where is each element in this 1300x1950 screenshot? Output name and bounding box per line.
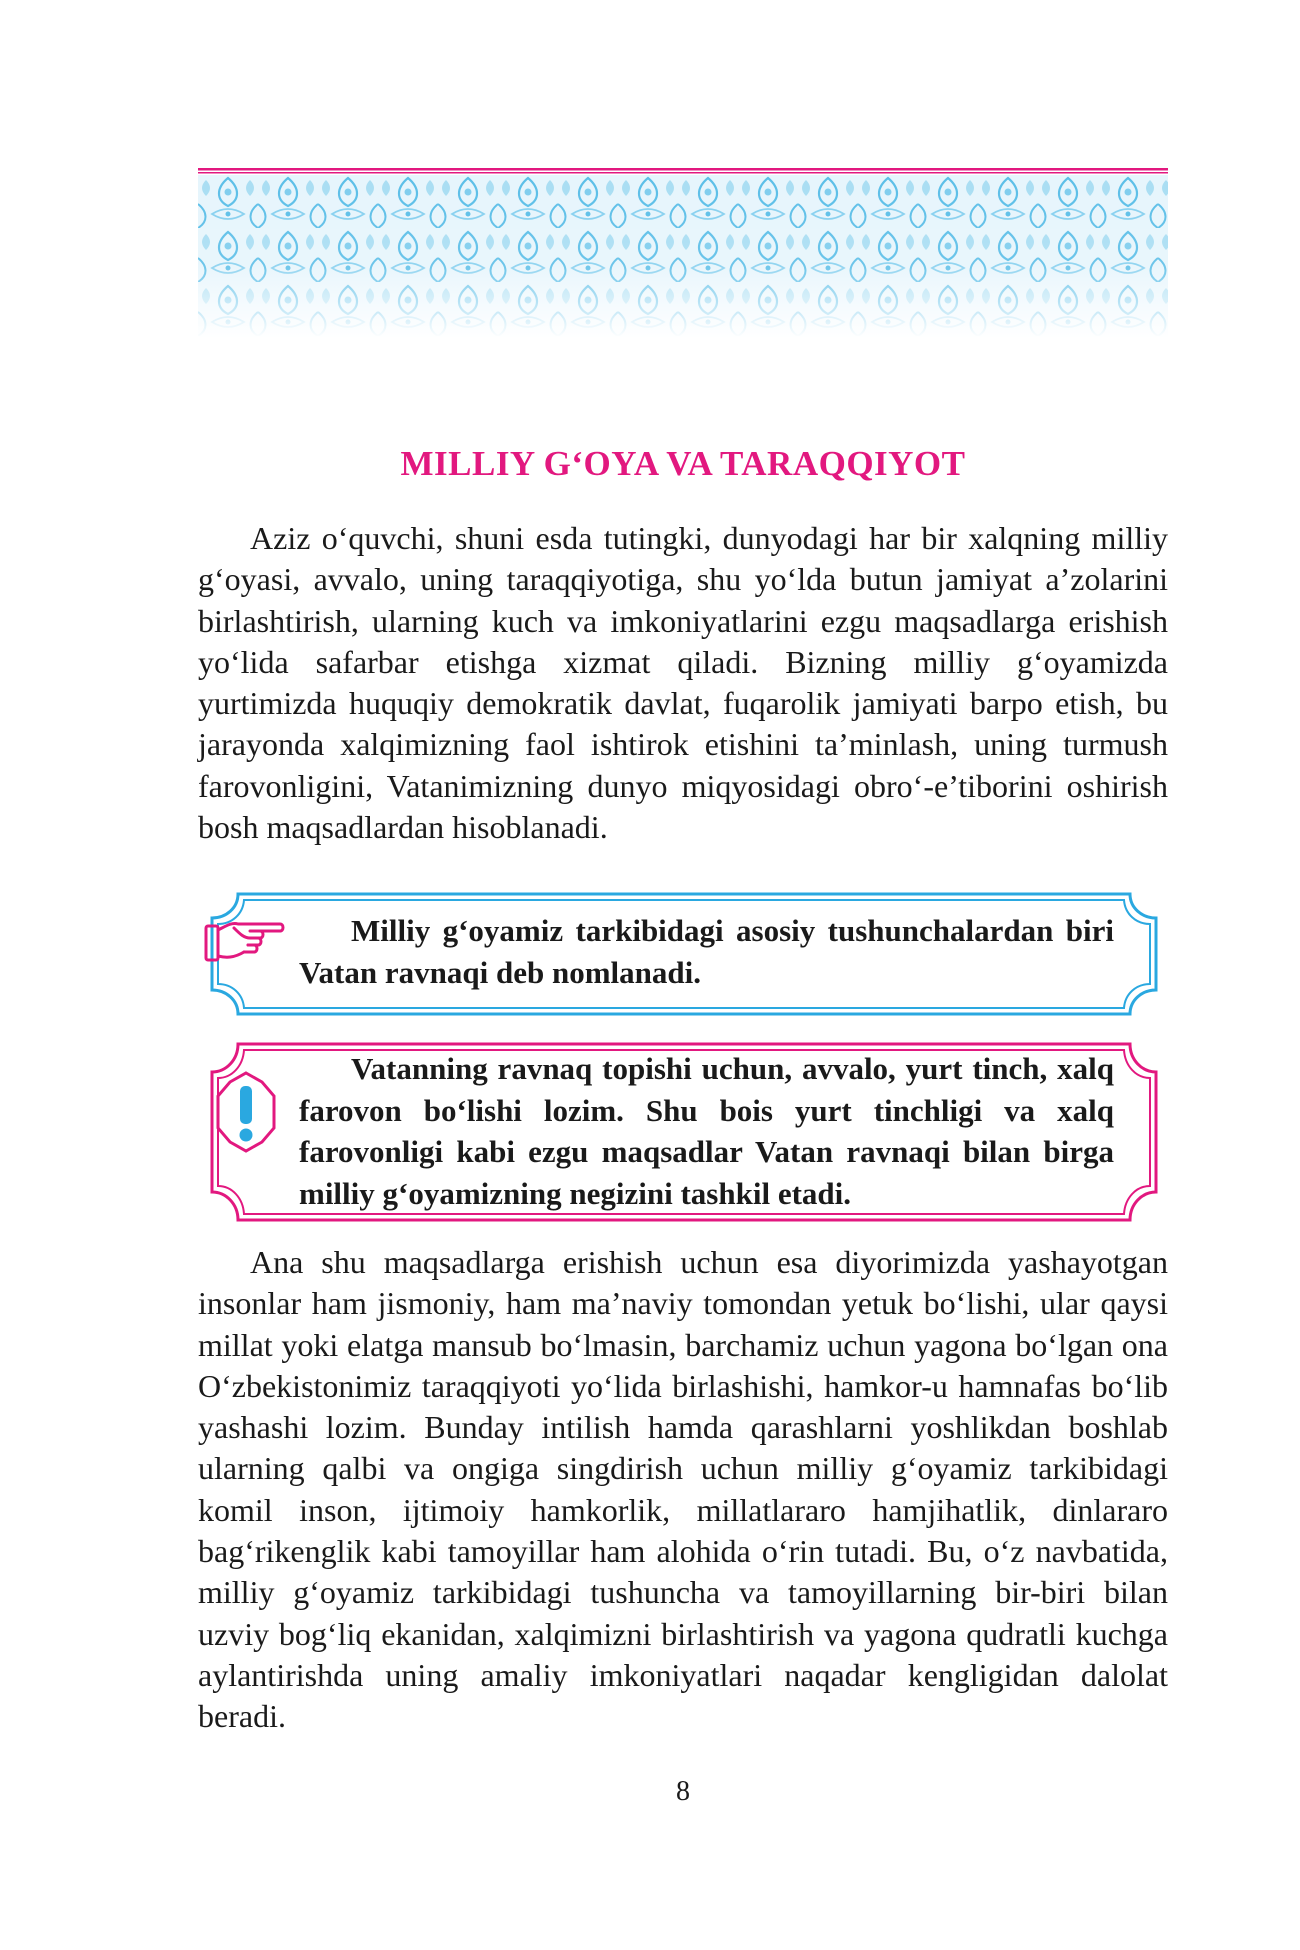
header-ornament-band — [198, 168, 1168, 338]
page-number: 8 — [676, 1776, 690, 1807]
note-text: Milliy g‘oyamiz tarkibidagi asosiy tushunchalardan biri Vatan ravnaqi deb nomlanadi. — [299, 913, 1114, 990]
intro-paragraph: Aziz o‘quvchi, shuni esda tutingki, dunyodagi har bir xalqning milliy g‘oyasi, avvalo, uning taraqqiyotiga, shu yo‘lda butun jamiyat a’zolarini birlashtirish, ularning kuch va imkoniyatlarini ezgu maqsadlarga erishish yo‘lida safarbar etishga xizmat qiladi. Bizning milliy g‘oyamizda yurtimizda huquqiy demokratik davlat, fuqarolik jamiyati barpo etish, bu jarayonda xalqimizning faol ishtirok etishini ta’minlash, uning turmush farovonligini, Vatanimizning dunyo miqyosidagi obro‘-e’tiborini oshirish bosh maqsadlardan hisoblanadi. — [198, 520, 1168, 846]
important-box — [198, 1038, 1170, 1226]
page-title: MILLIY G‘OYA VA TARAQQIYOT — [400, 444, 966, 483]
body-paragraph: Ana shu maqsadlarga erishish uchun esa diyorimizda yashayotgan insonlar ham jismoniy, ham ma’naviy tomondan yetuk bo‘lishi, ular qaysi millat yoki elatga mansub bo‘lmasin, barchamiz uchun yagona bo‘lgan ona O‘zbekistonimiz taraqqiyoti yo‘lida birlashishi, hamkor-u hamnafas bo‘lib yashashi lozim. Bunday intilish hamda qarashlarni yoshlikdan boshlab ularning qalbi va ongiga singdirish uchun milliy g‘oyamiz tarkibidagi komil inson, ijtimoiy hamkorlik, millatlararo hamjihatlik, dinlararo bag‘rikenglik kabi tamoyillar ham alohida o‘rin tutadi. Bu, o‘z navbatida, milliy g‘oyamiz tarkibidagi tushuncha va tamoyillarning bir-biri bilan uzviy bog‘liq ekanidan, xalqimizni birlashtirish va yagona qudratli kuchga aylantirishda uning amaliy imkoniyatlari naqadar kengligidan dalolat beradi. — [198, 1244, 1168, 1735]
important-text: Vatanning ravnaq topishi uchun, avvalo, yurt tinch, xalq farovon bo‘lishi lozim. Shu bois yurt tinchligi va xalq farovonligi kabi ezgu maqsadlar Vatan ravnaqi bilan birga milliy g‘oyamizning negizini tashkil etadi. — [299, 1051, 1114, 1211]
note-box — [198, 888, 1170, 1020]
